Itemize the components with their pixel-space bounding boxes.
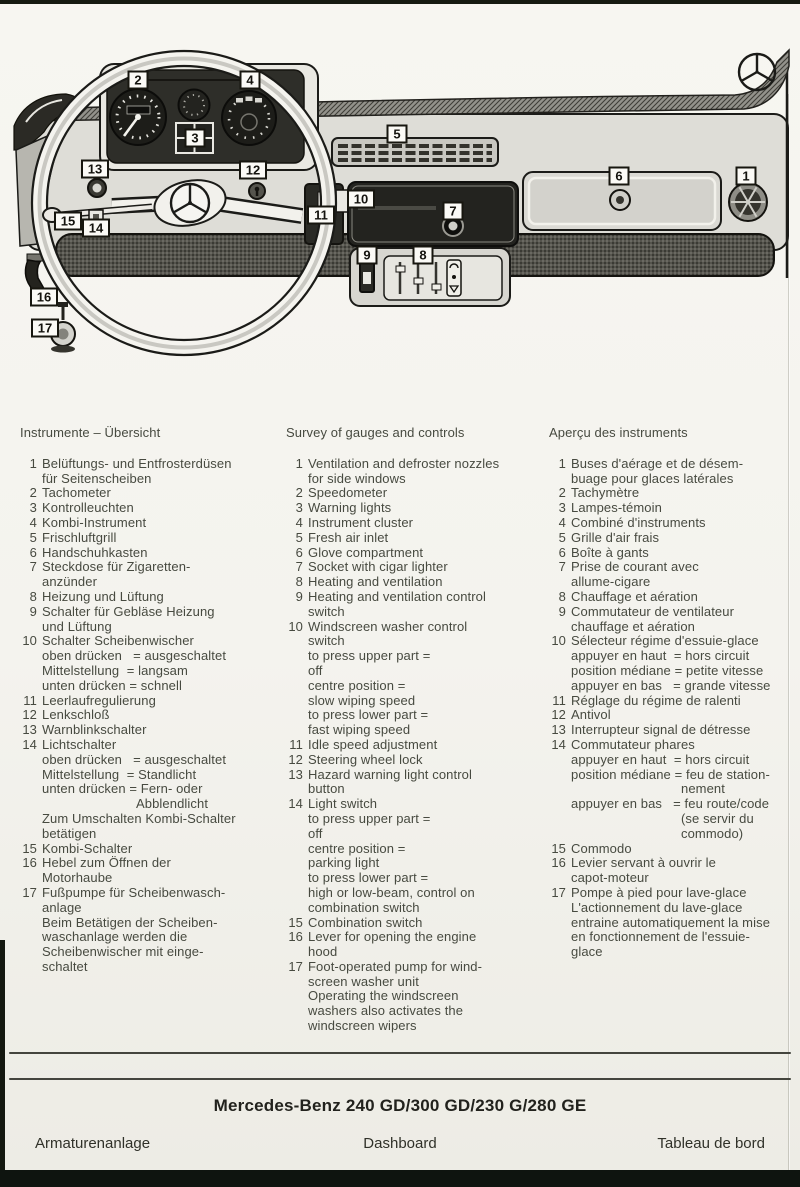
legend-item-text: Kombi-Schalter xyxy=(42,840,133,856)
callout-4 xyxy=(241,72,260,89)
legend-item-text: Combiné d'instruments xyxy=(571,514,706,530)
legend-item-number: 14 xyxy=(551,736,566,752)
callout-2 xyxy=(129,72,148,89)
legend-item xyxy=(286,531,540,546)
legend-item-text: Lever for opening the engine hood xyxy=(308,929,477,960)
legend-item-text: Commutateur de ventilateur chauffage et aération xyxy=(571,603,735,634)
speedometer-gauge xyxy=(110,89,166,145)
legend-item xyxy=(286,797,540,915)
svg-text:15: 15 xyxy=(60,213,76,229)
callout-1 xyxy=(737,168,756,185)
svg-text:1: 1 xyxy=(742,168,750,184)
callout-10 xyxy=(348,191,374,208)
model-line: Mercedes-Benz 240 GD/300 GD/230 G/280 GE xyxy=(213,1096,587,1115)
fresh-air-grille xyxy=(332,138,498,166)
legend-item xyxy=(286,738,540,753)
legend-item xyxy=(286,501,540,516)
legend-item-text: Fußpumpe für Scheibenwasch- anlage Beim Betätigen der Scheiben- waschanlage werden die Scheibenwischer mit einge- schaltet xyxy=(42,884,226,974)
legend-item-text: Pompe à pied pour lave-glace L'actionnement du lave-glace entraine automatiquement la mise en fonctionnement de l'essuie- glace xyxy=(571,884,771,960)
legend-item-text: Leerlaufregulierung xyxy=(42,692,156,708)
legend-item xyxy=(20,501,282,516)
legend-list-german xyxy=(20,457,282,975)
legend-item-number: 6 xyxy=(295,544,303,560)
legend-item-text: Handschuhkasten xyxy=(42,544,148,560)
legend-item-text: Frischluftgrill xyxy=(42,529,117,545)
footer-divider-upper xyxy=(9,1052,791,1054)
callout-6 xyxy=(610,168,629,185)
legend-item-text: Prise de courant avec allume-cigare xyxy=(571,559,699,590)
legend-item-text: Chauffage et aération xyxy=(571,588,698,604)
callout-12 xyxy=(240,162,266,179)
legend-item-number: 7 xyxy=(558,559,566,575)
legend-item-number: 8 xyxy=(29,588,37,604)
legend-item-number: 14 xyxy=(288,796,303,812)
legend-item xyxy=(286,575,540,590)
footer-divider-lower xyxy=(9,1078,791,1080)
side-vent xyxy=(729,183,767,221)
legend-item-text: Réglage du régime de ralenti xyxy=(571,692,741,708)
legend-list-french xyxy=(549,457,797,960)
legend-item xyxy=(20,605,282,635)
legend-item xyxy=(20,560,282,590)
legend-item xyxy=(286,768,540,798)
legend-item xyxy=(549,516,797,531)
legend-item xyxy=(286,620,540,738)
legend-item xyxy=(286,457,540,487)
callout-3 xyxy=(186,130,205,147)
legend-item-text: Schalter für Gebläse Heizung und Lüftung xyxy=(42,603,215,634)
svg-text:6: 6 xyxy=(615,168,623,184)
legend-item-text: Lichtschalter oben drücken = ausgeschaltet Mittelstellung = Standlicht unten drücken = Fern- oder Abblendlicht Zum Umschalten Kombi-Schalter betätigen xyxy=(42,736,236,841)
column-title-french: Aperçu des instruments xyxy=(549,425,688,440)
combination-gauge xyxy=(222,91,276,145)
legend-item xyxy=(549,531,797,546)
callout-9 xyxy=(358,247,377,264)
legend-item xyxy=(549,501,797,516)
legend-item-number: 11 xyxy=(23,692,37,708)
legend-item-text: Warnblinkschalter xyxy=(42,722,147,738)
legend-item-text: Lampes-témoin xyxy=(571,500,662,516)
callout-5 xyxy=(388,126,407,143)
legend-item xyxy=(286,930,540,960)
photo-edge-bottom xyxy=(0,1170,800,1187)
legend-item-text: Heating and ventilation xyxy=(308,574,443,590)
legend-item-number: 16 xyxy=(288,929,303,945)
glove-box-knob xyxy=(610,190,630,210)
legend-item-number: 1 xyxy=(29,455,37,471)
callout-7 xyxy=(444,203,463,220)
legend-item-text: Fresh air inlet xyxy=(308,529,389,545)
legend-item-text: Instrument cluster xyxy=(308,514,414,530)
legend-item-text: Belüftungs- und Entfrosterdüsen für Seitenscheiben xyxy=(42,455,232,486)
legend-item-number: 2 xyxy=(558,485,566,501)
callout-13 xyxy=(82,161,108,178)
legend-item-text: Idle speed adjustment xyxy=(308,736,438,752)
legend-item-number: 10 xyxy=(22,633,37,649)
legend-item-text: Sélecteur régime d'essuie-glace appuyer en haut = hors circuit position médiane = petite vitesse appuyer en bas = grande vitesse xyxy=(571,633,771,693)
legend-item xyxy=(20,590,282,605)
column-english xyxy=(286,426,540,1034)
legend-item xyxy=(20,842,282,857)
legend-item-text: Warning lights xyxy=(308,500,392,516)
legend-item xyxy=(20,856,282,886)
legend-item-number: 10 xyxy=(551,633,566,649)
legend-item xyxy=(549,560,797,590)
legend-item-number: 5 xyxy=(558,529,566,545)
svg-text:17: 17 xyxy=(37,320,53,336)
hub-star-icon xyxy=(171,184,209,222)
legend-item-text: Grille d'air frais xyxy=(571,529,660,545)
svg-text:7: 7 xyxy=(449,203,457,219)
svg-text:16: 16 xyxy=(36,289,52,305)
legend-item xyxy=(286,753,540,768)
legend-item-number: 12 xyxy=(288,751,303,767)
legend-item xyxy=(20,546,282,561)
legend-item-text: Commutateur phares appuyer en haut = hors circuit position médiane = feu de station- nement appuyer en bas = feu route/code (se servir du commodo) xyxy=(571,736,770,841)
legend-item-text: Steering wheel lock xyxy=(308,751,423,767)
document-page xyxy=(0,4,800,1170)
legend-item-number: 5 xyxy=(29,529,37,545)
legend-item xyxy=(549,546,797,561)
legend-item-text: Speedometer xyxy=(308,485,388,501)
legend-item xyxy=(549,590,797,605)
footer-label-english: Dashboard xyxy=(363,1135,437,1152)
column-german xyxy=(20,426,282,975)
svg-text:4: 4 xyxy=(246,72,254,88)
legend-item-text: Buses d'aérage et de désem- buage pour glaces latérales xyxy=(571,455,744,486)
legend-item-number: 15 xyxy=(551,840,566,856)
legend-item xyxy=(549,738,797,842)
legend-item xyxy=(286,560,540,575)
legend-item-number: 11 xyxy=(552,692,566,708)
svg-text:9: 9 xyxy=(363,247,371,263)
legend-item-number: 8 xyxy=(558,588,566,604)
legend-item-text: Antivol xyxy=(571,707,611,723)
legend-item xyxy=(286,516,540,531)
legend-item xyxy=(549,634,797,693)
column-title-german: Instrumente – Übersicht xyxy=(20,425,161,440)
callout-15 xyxy=(55,213,81,230)
hazard-switch xyxy=(88,179,106,197)
legend-item-number: 5 xyxy=(295,529,303,545)
legend-item-number: 13 xyxy=(288,766,303,782)
legend-item-number: 9 xyxy=(558,603,566,619)
footer-label-german: Armaturenanlage xyxy=(35,1135,151,1152)
legend-item-text: Kontrolleuchten xyxy=(42,500,134,516)
legend-item-text: Glove compartment xyxy=(308,544,424,560)
legend-item-text: Schalter Scheibenwischer oben drücken = ausgeschaltet Mittelstellung = langsam unten drücken = schnell xyxy=(42,633,227,693)
legend-item-number: 3 xyxy=(295,500,303,516)
legend-item-text: Hebel zum Öffnen der Motorhaube xyxy=(42,855,171,886)
dashboard-illustration xyxy=(0,10,800,375)
legend-item xyxy=(286,590,540,620)
legend-item-number: 1 xyxy=(295,455,303,471)
svg-text:5: 5 xyxy=(393,126,401,142)
legend-item-number: 12 xyxy=(551,707,566,723)
legend-item-text: Kombi-Instrument xyxy=(42,514,147,530)
legend-item-text: Windscreen washer control switch to press upper part = off centre position = slow wiping speed to press lower part = fast wiping speed xyxy=(308,618,468,738)
legend-item-text: Ventilation and defroster nozzles for side windows xyxy=(308,455,500,486)
legend-item xyxy=(20,486,282,501)
callout-11 xyxy=(308,207,334,224)
legend-item-number: 10 xyxy=(288,618,303,634)
column-french xyxy=(549,426,797,960)
legend-item-number: 8 xyxy=(295,574,303,590)
legend-item xyxy=(549,856,797,886)
legend-item-number: 6 xyxy=(29,544,37,560)
legend-item xyxy=(549,708,797,723)
legend-item xyxy=(286,960,540,1034)
legend-item xyxy=(286,486,540,501)
legend-item-text: Foot-operated pump for wind- screen washer unit Operating the windscreen washers also activates the windscreen wipers xyxy=(308,958,483,1034)
ignition-lock xyxy=(249,183,265,199)
legend-item-number: 4 xyxy=(558,514,566,530)
legend-item xyxy=(20,886,282,975)
legend-item-number: 3 xyxy=(558,500,566,516)
legend-item xyxy=(549,886,797,960)
legend-item-text: Boîte à gants xyxy=(571,544,649,560)
legend-item-number: 14 xyxy=(22,736,37,752)
legend-item-number: 17 xyxy=(551,884,566,900)
legend-item-number: 13 xyxy=(551,722,566,738)
legend-item xyxy=(20,723,282,738)
mercedes-star-icon xyxy=(739,54,775,90)
legend-item-number: 3 xyxy=(29,500,37,516)
legend-item xyxy=(286,546,540,561)
legend-item-text: Heating and ventilation control switch xyxy=(308,588,486,619)
legend-item-text: Combination switch xyxy=(308,914,423,930)
legend-item-number: 12 xyxy=(22,707,37,723)
legend-item-number: 2 xyxy=(295,485,303,501)
legend-item-text: Light switch to press upper part = off centre position = parking light to press lower part = high or low-beam, control on combination switch xyxy=(308,796,475,915)
legend-item-text: Tachymètre xyxy=(571,485,640,501)
legend-item-number: 17 xyxy=(288,958,303,974)
legend-item-text: Hazard warning light control button xyxy=(308,766,472,797)
svg-text:3: 3 xyxy=(191,130,199,146)
legend-item xyxy=(20,634,282,693)
callout-8 xyxy=(414,247,433,264)
callout-14 xyxy=(83,220,109,237)
photo-edge-top xyxy=(0,0,800,4)
legend-item xyxy=(549,842,797,857)
photo-edge-left xyxy=(0,940,5,1187)
legend-item-number: 4 xyxy=(295,514,303,530)
legend-item xyxy=(20,457,282,487)
legend-item xyxy=(20,694,282,709)
legend-item-number: 11 xyxy=(289,736,303,752)
column-title-english: Survey of gauges and controls xyxy=(286,425,465,440)
legend-item xyxy=(549,457,797,487)
legend-item-text: Commodo xyxy=(571,840,632,856)
legend-item-number: 9 xyxy=(295,588,303,604)
svg-text:13: 13 xyxy=(87,161,103,177)
legend-item-number: 15 xyxy=(22,840,37,856)
svg-text:14: 14 xyxy=(88,220,104,236)
legend-item-text: Interrupteur signal de détresse xyxy=(571,722,751,738)
legend-item-number: 7 xyxy=(29,559,37,575)
svg-text:2: 2 xyxy=(134,72,142,88)
legend-item-number: 9 xyxy=(29,603,37,619)
callout-17 xyxy=(32,320,58,337)
legend-list-english xyxy=(286,457,540,1034)
legend-item-number: 16 xyxy=(22,855,37,871)
legend-item-number: 15 xyxy=(288,914,303,930)
legend-item xyxy=(286,916,540,931)
svg-text:10: 10 xyxy=(353,191,369,207)
svg-text:8: 8 xyxy=(419,247,427,263)
legend-item-number: 17 xyxy=(22,884,37,900)
legend-item xyxy=(20,516,282,531)
legend-item-text: Heizung und Lüftung xyxy=(42,588,164,604)
legend-item-number: 1 xyxy=(558,455,566,471)
legend-item-text: Tachometer xyxy=(42,485,111,501)
footer-label-french: Tableau de bord xyxy=(657,1135,765,1152)
legend-item-number: 4 xyxy=(29,514,37,530)
callout-16 xyxy=(31,289,57,306)
legend-item-number: 2 xyxy=(29,485,37,501)
legend-item-text: Steckdose für Zigaretten- anzünder xyxy=(42,559,191,590)
legend-item xyxy=(549,723,797,738)
legend-item xyxy=(20,738,282,842)
legend-item-number: 13 xyxy=(22,722,37,738)
blower-switch xyxy=(360,260,374,292)
legend-item-text: Socket with cigar lighter xyxy=(308,559,448,575)
legend-item xyxy=(549,694,797,709)
footer-labels xyxy=(35,1135,765,1152)
legend-item-text: Levier servant à ouvrir le capot-moteur xyxy=(571,855,716,886)
legend-item-number: 7 xyxy=(295,559,303,575)
clock-gauge xyxy=(179,90,210,121)
legend-item-number: 6 xyxy=(558,544,566,560)
legend-item-text: Lenkschloß xyxy=(42,707,110,723)
legend-item xyxy=(549,486,797,501)
svg-text:12: 12 xyxy=(245,162,261,178)
svg-text:11: 11 xyxy=(314,207,328,223)
legend-item xyxy=(20,708,282,723)
legend-item xyxy=(549,605,797,635)
blower-rocker xyxy=(447,260,461,296)
legend-item-number: 16 xyxy=(551,855,566,871)
legend-item xyxy=(20,531,282,546)
